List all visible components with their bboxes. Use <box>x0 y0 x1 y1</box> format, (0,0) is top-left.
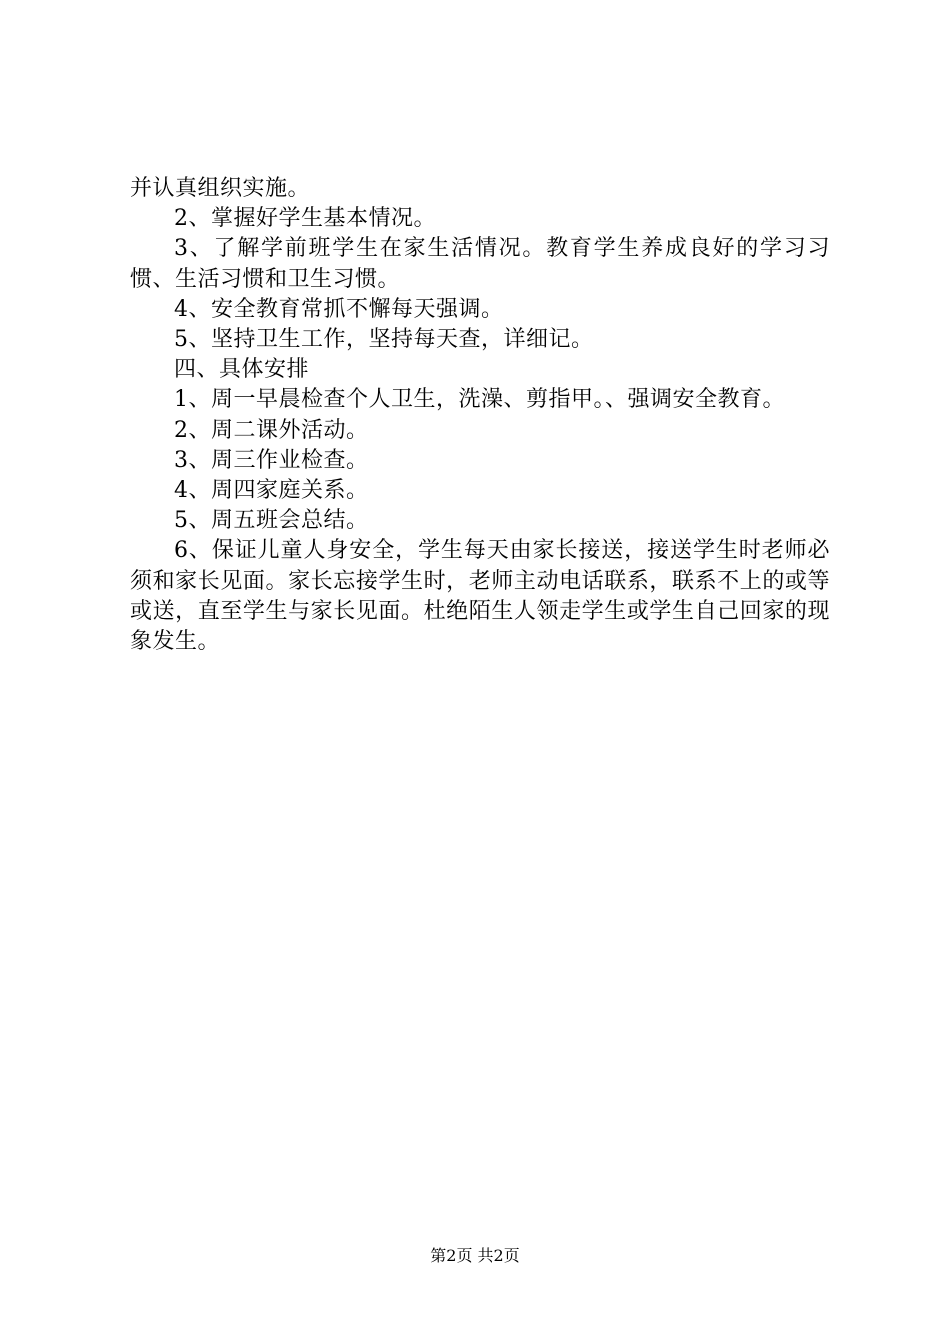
schedule-item-3: 3、周三作业检查。 <box>174 447 369 473</box>
paragraph-item-5: 5、坚持卫生工作，坚持每天查，详细记。 <box>174 327 594 353</box>
section-heading: 四、具体安排 <box>174 357 310 383</box>
schedule-item-1: 1、周一早晨检查个人卫生，洗澡、剪指甲。、强调安全教育。 <box>174 387 785 413</box>
page-footer: 第2页 共2页 <box>430 1246 520 1265</box>
paragraph-continuation: 并认真组织实施。 <box>130 176 311 201</box>
schedule-item-6: 6、保证儿童人身安全，学生每天由家长接送，接送学生时老师必须和家长见面。家长忘接学生时，老师主动电话联系，联系不上的或等或送，直至学生与家长见面。杜绝陌生人领走学生或学生自己回家的现象发生。 <box>130 538 830 655</box>
document-body <box>130 174 830 657</box>
paragraph-item-4: 4、安全教育常抓不懈每天强调。 <box>174 296 504 322</box>
schedule-item-2: 2、周二课外活动。 <box>174 417 369 443</box>
paragraph-item-3: 3、了解学前班学生在家生活情况。教育学生养成良好的学习习惯、生活习惯和卫生习惯。 <box>130 236 830 292</box>
schedule-item-5: 5、周五班会总结。 <box>174 508 369 534</box>
paragraph-item-2: 2、掌握好学生基本情况。 <box>174 206 436 232</box>
schedule-item-4: 4、周四家庭关系。 <box>174 478 369 504</box>
